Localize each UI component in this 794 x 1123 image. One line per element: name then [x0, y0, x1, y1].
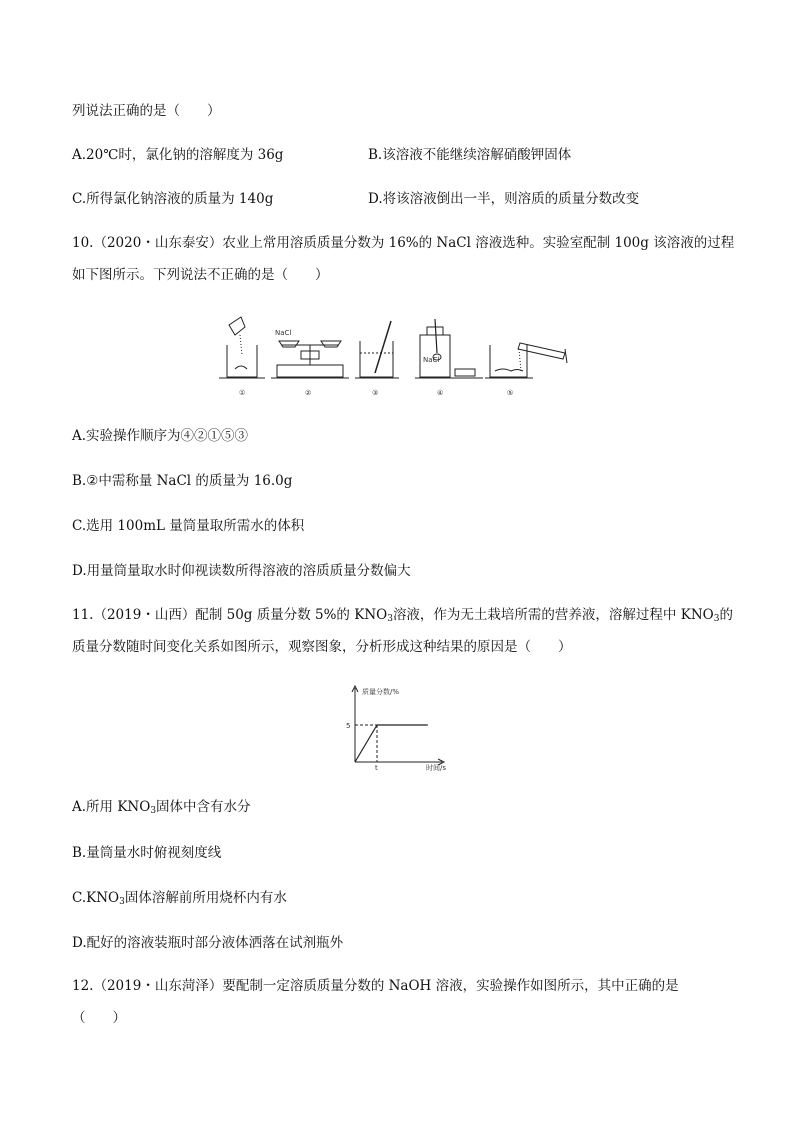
q9-option-d[interactable]: D.将该溶液倒出一半，则溶质的质量分数改变 [368, 191, 640, 207]
q10-option-b[interactable]: B.②中需称量 NaCl 的质量为 16.0g [72, 473, 293, 489]
graph-x-tick: t [375, 764, 378, 772]
curve-rise [355, 725, 377, 762]
step-label-1: ① [239, 389, 246, 397]
q11-option-c[interactable]: $C.KNO_3$固体溶解前所用烧杯内有水 [72, 890, 287, 907]
q11-mass-fraction-graph [330, 684, 460, 774]
step-label-5: ⑤ [507, 389, 514, 397]
q9-option-c[interactable]: C.所得氯化钠溶液的质量为 140g [72, 191, 274, 207]
q9-stem: 列说法正确的是（ ） [72, 103, 221, 119]
step2-balance-illustration [271, 341, 349, 378]
kno3-subscript: 3 [713, 614, 720, 624]
q12-stem-line1: 12.（2019・山东菏泽）要配制一定溶质质量分数的 NaOH 溶液，实验操作如图所示，其中正确的是 [72, 978, 679, 994]
q10-stem-line2: 如下图所示。下列说法不正确的是（ ） [72, 267, 329, 283]
q10-option-c[interactable]: C.选用 100mL 量筒量取所需水的体积 [72, 518, 305, 534]
q10-experiment-figure [215, 315, 575, 400]
graph-y-tick: 5 [346, 722, 351, 730]
step-label-2: ② [305, 389, 312, 397]
q11-option-d[interactable]: D.配好的溶液装瓶时部分液体洒落在试剂瓶外 [72, 935, 344, 951]
q11-stem-line1: 11.（2019・山西）配制 50g 质量分数 5%的 $KNO_3$溶液，作为无土栽培所需的营养液，溶解过程中 $KNO_3$的 [72, 607, 733, 624]
q9-option-a[interactable]: A.20℃时，氯化钠的溶解度为 36g [72, 147, 284, 163]
q10-option-d[interactable]: D.用量筒量取水时仰视读数所得溶液的溶质质量分数偏大 [72, 563, 411, 579]
q12-stem-line2: （ ） [72, 1010, 126, 1026]
step1-beaker-illustration [219, 317, 265, 378]
q10-stem-line1: 10.（2020・山东泰安）农业上常用溶质质量分数为 16%的 NaCl 溶液选种。实验室配制 100g 该溶液的过程 [72, 235, 735, 251]
q9-option-b[interactable]: B.该溶液不能继续溶解硝酸钾固体 [368, 147, 572, 163]
q11-option-b[interactable]: B.量筒量水时俯视刻度线 [72, 845, 222, 861]
graph-xlabel: 时间/s [426, 764, 447, 772]
q11-stem-line2: 质量分数随时间变化关系如图所示，观察图象，分析形成这种结果的原因是（ ） [72, 639, 572, 655]
bottle-nacl-label: NaCl [423, 356, 440, 364]
step-label-4: ④ [437, 389, 444, 397]
step5-pouring-illustration [485, 343, 567, 378]
step3-stirring-illustration [355, 321, 399, 378]
step4-bottle-illustration [415, 319, 483, 378]
q10-option-a[interactable]: A.实验操作顺序为④②①⑤③ [72, 428, 249, 444]
q11-option-a[interactable]: A.所用 $KNO_3$固体中含有水分 [72, 799, 251, 816]
scale-nacl-label: NaCl [275, 329, 292, 337]
graph-ylabel: 质量分数/% [362, 688, 400, 696]
kno3-subscript: 3 [387, 614, 393, 624]
step-label-3: ③ [372, 389, 379, 397]
